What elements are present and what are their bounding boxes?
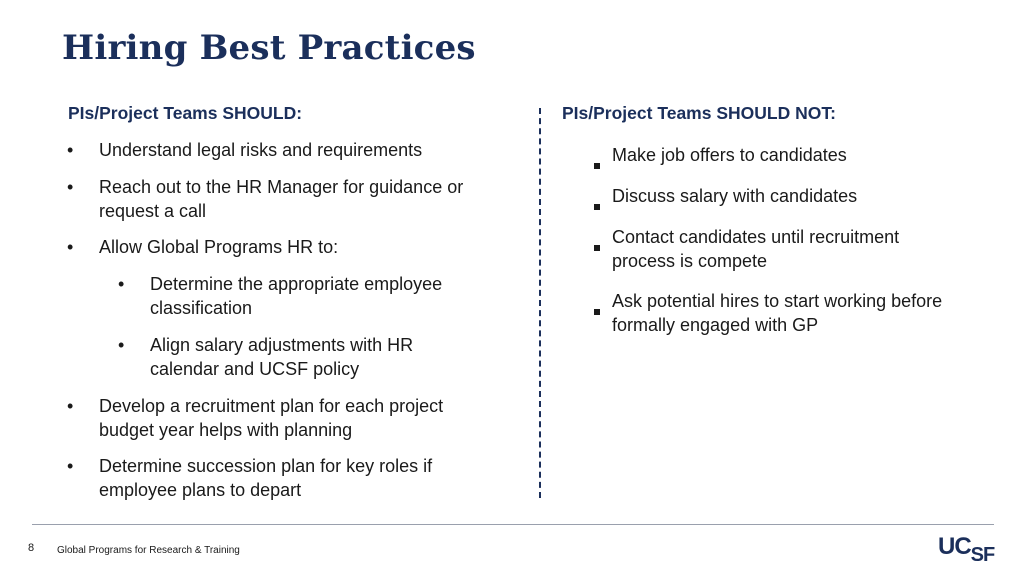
list-item-text: Determine succession plan for key roles if employee plans to depart [99,456,433,500]
round-bullet-icon: • [67,237,74,257]
round-bullet-icon: • [67,140,74,160]
square-bullet-icon [594,233,600,257]
square-bullet-icon [594,297,600,321]
round-bullet-icon: • [118,274,125,294]
list-item-text: Allow Global Programs HR to: [99,237,339,257]
should-heading: PIs/Project Teams SHOULD: [68,103,303,123]
square-bullet-icon [594,192,600,216]
square-bullet-icon [594,151,600,175]
logo-sf: SF [970,544,995,566]
logo-uc: UC [938,533,971,560]
ucsf-logo [938,533,995,566]
footer-divider [32,524,994,525]
list-item-text: Reach out to the HR Manager for guidance or request a call [99,177,464,221]
slide-title: Hiring Best Practices [62,28,476,68]
list-item-text: Develop a recruitment plan for each project budget year helps with planning [99,396,444,440]
list-item-text: Make job offers to candidates [612,145,847,165]
round-bullet-icon: • [118,335,125,355]
round-bullet-icon: • [67,456,74,476]
list-item-text: Determine the appropriate employee classification [150,274,443,318]
column-divider [539,108,541,498]
list-item-text: Discuss salary with candidates [612,186,858,206]
list-item-text: Align salary adjustments with HR calendar and UCSF policy [150,335,414,379]
list-item-text: Contact candidates until recruitment process is compete [612,227,900,271]
page-number: 8 [28,542,35,554]
list-item-text: Ask potential hires to start working before formally engaged with GP [612,291,943,335]
should-not-heading: PIs/Project Teams SHOULD NOT: [562,103,836,123]
footer-text: Global Programs for Research & Training [57,545,240,556]
list-item-text: Understand legal risks and requirements [99,140,423,160]
round-bullet-icon: • [67,396,74,416]
round-bullet-icon: • [67,177,74,197]
